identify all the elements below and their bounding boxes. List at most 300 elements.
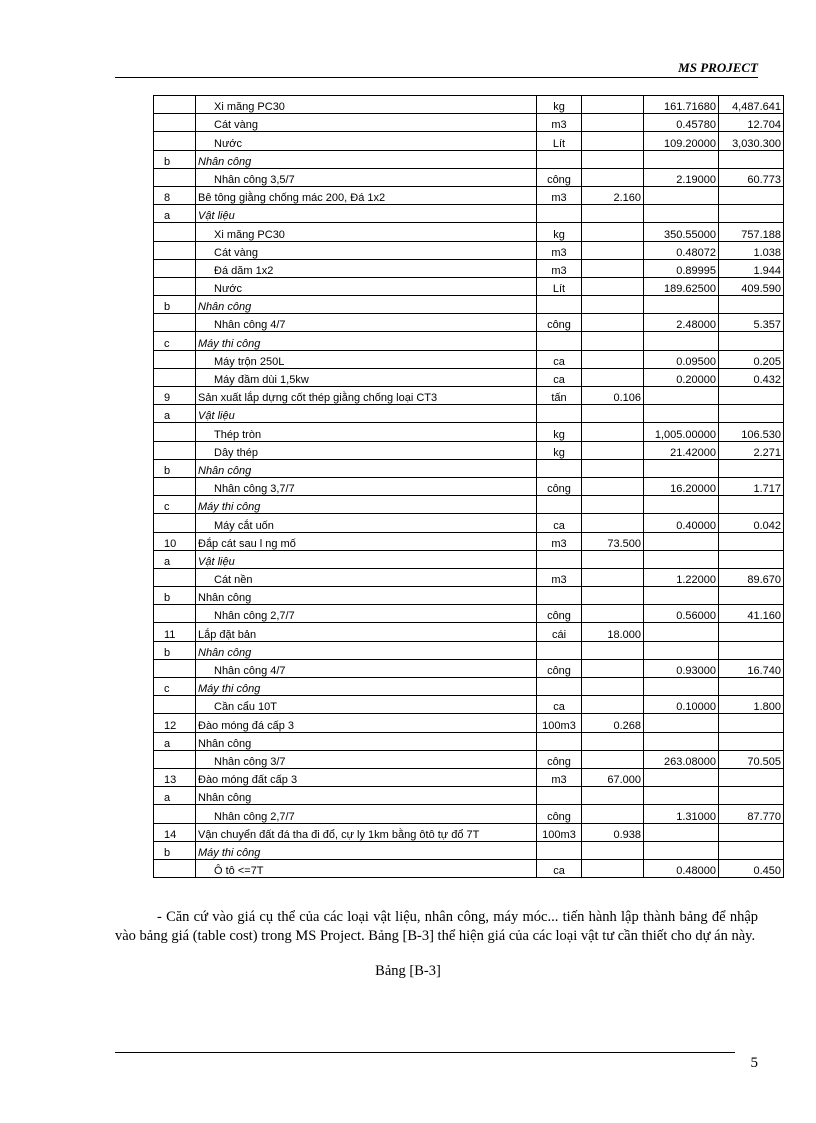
cell-norm: 0.45780 (644, 114, 719, 132)
table-row (154, 732, 784, 750)
table-row (154, 459, 784, 477)
cell-quantity (582, 605, 644, 623)
table-row (154, 168, 784, 186)
cell-item-name: Nhân công 4/7 (196, 314, 537, 332)
cell-total (719, 496, 784, 514)
cell-quantity (582, 332, 644, 350)
cell-quantity: 2.160 (582, 186, 644, 204)
cell-total: 409.590 (719, 277, 784, 295)
cell-item-name: Nhân công (196, 150, 537, 168)
table-row (154, 659, 784, 677)
cell-item-name: Nhân công (196, 296, 537, 314)
cell-norm: 16.20000 (644, 477, 719, 495)
cell-unit: 100m3 (537, 714, 582, 732)
cell-norm (644, 532, 719, 550)
table-row (154, 805, 784, 823)
cell-quantity: 18.000 (582, 623, 644, 641)
cell-item-name: Nhân công 4/7 (196, 659, 537, 677)
cell-norm (644, 641, 719, 659)
cell-quantity (582, 641, 644, 659)
cell-quantity (582, 368, 644, 386)
cell-item-name: Vật liệu (196, 550, 537, 568)
table-row (154, 114, 784, 132)
cell-quantity (582, 477, 644, 495)
cell-unit: tấn (537, 387, 582, 405)
cell-unit (537, 641, 582, 659)
cell-row-number (154, 132, 196, 150)
cell-item-name: Vận chuyển đất đá tha đi đổ, cự ly 1km bằng ôtô tự đổ 7T (196, 823, 537, 841)
cell-unit (537, 459, 582, 477)
cell-unit (537, 332, 582, 350)
cell-quantity (582, 787, 644, 805)
cell-total: 70.505 (719, 750, 784, 768)
cell-norm (644, 496, 719, 514)
cell-item-name: Nhân công (196, 732, 537, 750)
cell-item-name: Nhân công 2,7/7 (196, 605, 537, 623)
table-row (154, 623, 784, 641)
cell-total: 3,030.300 (719, 132, 784, 150)
cell-row-number: b (154, 150, 196, 168)
cell-norm (644, 186, 719, 204)
cell-quantity (582, 96, 644, 114)
cell-norm (644, 459, 719, 477)
cell-quantity: 0.106 (582, 387, 644, 405)
cell-norm: 0.10000 (644, 696, 719, 714)
cell-total: 0.450 (719, 859, 784, 877)
table-row (154, 350, 784, 368)
cell-item-name: Máy thi công (196, 332, 537, 350)
cell-unit: m3 (537, 259, 582, 277)
cell-norm (644, 405, 719, 423)
cell-row-number (154, 805, 196, 823)
cell-total (719, 841, 784, 859)
table-row (154, 750, 784, 768)
cell-unit: Lít (537, 132, 582, 150)
cell-unit: m3 (537, 186, 582, 204)
cell-total (719, 405, 784, 423)
page-number: 5 (750, 1055, 758, 1071)
cell-unit: m3 (537, 532, 582, 550)
cell-row-number: b (154, 296, 196, 314)
cell-norm (644, 587, 719, 605)
cell-item-name: Máy thi công (196, 678, 537, 696)
table-row (154, 96, 784, 114)
table-caption: Bảng [B-3] (375, 963, 441, 979)
cell-unit: ca (537, 350, 582, 368)
cell-unit: 100m3 (537, 823, 582, 841)
header-title: MS PROJECT (678, 60, 758, 75)
cell-total (719, 823, 784, 841)
cell-unit (537, 205, 582, 223)
cell-item-name: Máy đầm dùi 1,5kw (196, 368, 537, 386)
cell-norm: 21.42000 (644, 441, 719, 459)
cell-norm (644, 768, 719, 786)
cell-row-number: 9 (154, 387, 196, 405)
cell-norm: 0.40000 (644, 514, 719, 532)
cell-total: 41.160 (719, 605, 784, 623)
table-row (154, 186, 784, 204)
cell-row-number (154, 568, 196, 586)
table-row (154, 441, 784, 459)
table-row (154, 768, 784, 786)
cell-norm: 263.08000 (644, 750, 719, 768)
cell-quantity (582, 405, 644, 423)
cell-unit: công (537, 659, 582, 677)
cell-quantity (582, 277, 644, 295)
cell-item-name: Nhân công (196, 641, 537, 659)
table-row (154, 332, 784, 350)
cell-unit: kg (537, 423, 582, 441)
cell-unit: m3 (537, 568, 582, 586)
cell-item-name: Ô tô <=7T (196, 859, 537, 877)
header-rule (115, 77, 758, 78)
cell-quantity (582, 350, 644, 368)
cell-unit: m3 (537, 241, 582, 259)
cell-row-number (154, 423, 196, 441)
table-row (154, 296, 784, 314)
cell-total: 4,487.641 (719, 96, 784, 114)
cell-quantity (582, 205, 644, 223)
cell-item-name: Vật liệu (196, 405, 537, 423)
cell-quantity (582, 423, 644, 441)
body-text (115, 908, 758, 946)
cell-item-name: Máy trộn 250L (196, 350, 537, 368)
table-row (154, 641, 784, 659)
cell-quantity: 0.268 (582, 714, 644, 732)
cell-norm (644, 332, 719, 350)
table-row (154, 423, 784, 441)
cell-row-number: c (154, 496, 196, 514)
cell-quantity (582, 550, 644, 568)
cell-row-number: b (154, 459, 196, 477)
cell-total: 757.188 (719, 223, 784, 241)
cell-row-number (154, 605, 196, 623)
cell-row-number: c (154, 332, 196, 350)
cell-total (719, 387, 784, 405)
cell-item-name: Nhân công 3/7 (196, 750, 537, 768)
cell-norm (644, 787, 719, 805)
table-row (154, 605, 784, 623)
table-row (154, 405, 784, 423)
cell-row-number (154, 314, 196, 332)
cell-unit: công (537, 605, 582, 623)
table-row (154, 568, 784, 586)
cell-total: 5.357 (719, 314, 784, 332)
cell-total: 0.042 (719, 514, 784, 532)
table-row (154, 477, 784, 495)
cell-quantity (582, 514, 644, 532)
cell-quantity (582, 841, 644, 859)
cell-norm: 0.48072 (644, 241, 719, 259)
cell-row-number (154, 241, 196, 259)
cell-total: 60.773 (719, 168, 784, 186)
cell-row-number: b (154, 841, 196, 859)
cell-norm: 0.93000 (644, 659, 719, 677)
cell-item-name: Dây thép (196, 441, 537, 459)
cell-unit: ca (537, 514, 582, 532)
cell-unit: kg (537, 223, 582, 241)
cell-item-name: Cát vàng (196, 241, 537, 259)
cell-unit (537, 678, 582, 696)
cell-item-name: Máy thi công (196, 496, 537, 514)
cell-total (719, 186, 784, 204)
cell-item-name: Nhân công 3,5/7 (196, 168, 537, 186)
cell-row-number: 10 (154, 532, 196, 550)
cell-row-number: 8 (154, 186, 196, 204)
cell-unit (537, 587, 582, 605)
cell-item-name: Thép tròn (196, 423, 537, 441)
table-row (154, 550, 784, 568)
cell-item-name: Nước (196, 132, 537, 150)
table-row (154, 132, 784, 150)
cell-row-number (154, 96, 196, 114)
cell-total (719, 714, 784, 732)
table-row (154, 678, 784, 696)
cell-quantity (582, 114, 644, 132)
cell-total (719, 150, 784, 168)
cell-quantity (582, 750, 644, 768)
cell-quantity (582, 223, 644, 241)
table-row (154, 368, 784, 386)
cell-norm (644, 296, 719, 314)
cell-item-name: Cần cẩu 10T (196, 696, 537, 714)
cell-total (719, 296, 784, 314)
cell-item-name: Đá dăm 1x2 (196, 259, 537, 277)
cell-unit: kg (537, 96, 582, 114)
cell-unit: công (537, 314, 582, 332)
cell-norm: 2.48000 (644, 314, 719, 332)
cell-unit (537, 841, 582, 859)
cell-unit: ca (537, 859, 582, 877)
cell-item-name: Nhân công (196, 787, 537, 805)
cell-row-number (154, 350, 196, 368)
cell-row-number (154, 223, 196, 241)
cell-total (719, 641, 784, 659)
body-paragraph: - Căn cứ vào giá cụ thể của các loại vật liệu, nhân công, máy móc... tiến hành lập thành bảng để nhập vào bảng giá (table cost) trong MS Project. Bảng [B-3] thể hiện giá của các loại vật tư cần thiết cho dự án này. (115, 909, 758, 944)
cell-total (719, 205, 784, 223)
cell-total: 1.944 (719, 259, 784, 277)
cell-item-name: Xi măng PC30 (196, 223, 537, 241)
cell-norm (644, 387, 719, 405)
cell-total: 2.271 (719, 441, 784, 459)
cell-item-name: Đào móng đá cấp 3 (196, 714, 537, 732)
cell-quantity (582, 696, 644, 714)
table-row (154, 150, 784, 168)
table-row (154, 205, 784, 223)
cell-quantity (582, 659, 644, 677)
cell-unit (537, 405, 582, 423)
cell-total: 0.205 (719, 350, 784, 368)
cell-row-number: a (154, 405, 196, 423)
cell-norm: 189.62500 (644, 277, 719, 295)
table-row (154, 387, 784, 405)
cell-unit: m3 (537, 768, 582, 786)
cell-norm (644, 732, 719, 750)
cell-row-number (154, 277, 196, 295)
cell-row-number (154, 659, 196, 677)
cell-total: 16.740 (719, 659, 784, 677)
table-row (154, 587, 784, 605)
table-row (154, 241, 784, 259)
cell-total (719, 678, 784, 696)
cell-total (719, 587, 784, 605)
cell-unit: công (537, 477, 582, 495)
cell-item-name: Máy cắt uốn (196, 514, 537, 532)
cell-unit: công (537, 750, 582, 768)
cell-row-number (154, 477, 196, 495)
cell-unit (537, 787, 582, 805)
cell-norm (644, 623, 719, 641)
cell-item-name: Bê tông giằng chống mác 200, Đá 1x2 (196, 186, 537, 204)
cell-quantity (582, 314, 644, 332)
cell-item-name: Đào móng đất cấp 3 (196, 768, 537, 786)
cell-total (719, 787, 784, 805)
cell-quantity: 73.500 (582, 532, 644, 550)
cell-total: 106.530 (719, 423, 784, 441)
cell-total: 0.432 (719, 368, 784, 386)
cell-norm (644, 678, 719, 696)
footer-rule (115, 1052, 735, 1053)
cell-row-number (154, 514, 196, 532)
cell-norm (644, 150, 719, 168)
cell-item-name: Nhân công 3,7/7 (196, 477, 537, 495)
cell-quantity (582, 459, 644, 477)
cell-quantity (582, 296, 644, 314)
cell-unit: ca (537, 368, 582, 386)
cell-quantity (582, 132, 644, 150)
cell-unit: công (537, 805, 582, 823)
cell-norm: 1.31000 (644, 805, 719, 823)
cell-norm (644, 841, 719, 859)
cell-item-name: Nhân công 2,7/7 (196, 805, 537, 823)
cell-quantity (582, 241, 644, 259)
cell-row-number: b (154, 587, 196, 605)
cell-total: 1.038 (719, 241, 784, 259)
table-row (154, 841, 784, 859)
cell-norm: 161.71680 (644, 96, 719, 114)
cell-row-number (154, 168, 196, 186)
cell-total: 12.704 (719, 114, 784, 132)
cell-unit (537, 732, 582, 750)
cell-quantity (582, 259, 644, 277)
table-row (154, 277, 784, 295)
cell-unit: m3 (537, 114, 582, 132)
table-row (154, 859, 784, 877)
cell-item-name: Nhân công (196, 459, 537, 477)
cell-quantity (582, 496, 644, 514)
cell-total: 1.800 (719, 696, 784, 714)
cell-quantity (582, 168, 644, 186)
table-row (154, 714, 784, 732)
cell-norm (644, 823, 719, 841)
table-row (154, 314, 784, 332)
cell-row-number: a (154, 787, 196, 805)
cell-unit: cái (537, 623, 582, 641)
cell-norm: 0.56000 (644, 605, 719, 623)
table-row (154, 823, 784, 841)
table-row (154, 696, 784, 714)
table-row (154, 532, 784, 550)
cell-item-name: Đắp cát sau l ng mố (196, 532, 537, 550)
cell-total (719, 732, 784, 750)
cell-row-number (154, 750, 196, 768)
cell-total (719, 459, 784, 477)
cell-norm: 0.20000 (644, 368, 719, 386)
cell-item-name: Nước (196, 277, 537, 295)
cell-unit: ca (537, 696, 582, 714)
cell-quantity (582, 678, 644, 696)
cell-item-name: Cát nền (196, 568, 537, 586)
cell-norm: 0.89995 (644, 259, 719, 277)
cell-norm: 2.19000 (644, 168, 719, 186)
cell-total (719, 768, 784, 786)
cell-item-name: Cát vàng (196, 114, 537, 132)
cell-item-name: Nhân công (196, 587, 537, 605)
cell-total (719, 550, 784, 568)
cell-quantity (582, 150, 644, 168)
cost-table-body (154, 96, 784, 878)
cell-norm: 0.48000 (644, 859, 719, 877)
cell-total (719, 623, 784, 641)
cell-quantity (582, 805, 644, 823)
cell-row-number: b (154, 641, 196, 659)
cell-row-number: 13 (154, 768, 196, 786)
cell-unit (537, 550, 582, 568)
cell-item-name: Lắp đặt bản (196, 623, 537, 641)
cell-norm: 1,005.00000 (644, 423, 719, 441)
cell-quantity: 67.000 (582, 768, 644, 786)
cell-unit (537, 496, 582, 514)
cell-row-number (154, 859, 196, 877)
cell-row-number: 12 (154, 714, 196, 732)
cell-total: 89.670 (719, 568, 784, 586)
cell-row-number: a (154, 205, 196, 223)
cell-total (719, 532, 784, 550)
table-row (154, 514, 784, 532)
cell-quantity (582, 859, 644, 877)
cell-norm: 1.22000 (644, 568, 719, 586)
cell-norm: 350.55000 (644, 223, 719, 241)
cell-unit: kg (537, 441, 582, 459)
cell-item-name: Sản xuất lắp dựng cốt thép giằng chống loại CT3 (196, 387, 537, 405)
table-row (154, 496, 784, 514)
table-row (154, 787, 784, 805)
cell-row-number: 14 (154, 823, 196, 841)
cell-quantity (582, 441, 644, 459)
cell-total: 87.770 (719, 805, 784, 823)
cell-unit (537, 150, 582, 168)
cell-total: 1.717 (719, 477, 784, 495)
cell-unit: Lít (537, 277, 582, 295)
cell-row-number (154, 696, 196, 714)
cell-norm (644, 205, 719, 223)
cell-item-name: Xi măng PC30 (196, 96, 537, 114)
cell-row-number (154, 259, 196, 277)
table-row (154, 223, 784, 241)
cost-table (153, 95, 784, 878)
cell-row-number: c (154, 678, 196, 696)
cell-row-number (154, 114, 196, 132)
cell-norm: 0.09500 (644, 350, 719, 368)
cell-norm: 109.20000 (644, 132, 719, 150)
cell-total (719, 332, 784, 350)
cell-row-number: a (154, 732, 196, 750)
cell-quantity (582, 732, 644, 750)
cell-row-number: 11 (154, 623, 196, 641)
cell-norm (644, 550, 719, 568)
cell-item-name: Máy thi công (196, 841, 537, 859)
table-row (154, 259, 784, 277)
